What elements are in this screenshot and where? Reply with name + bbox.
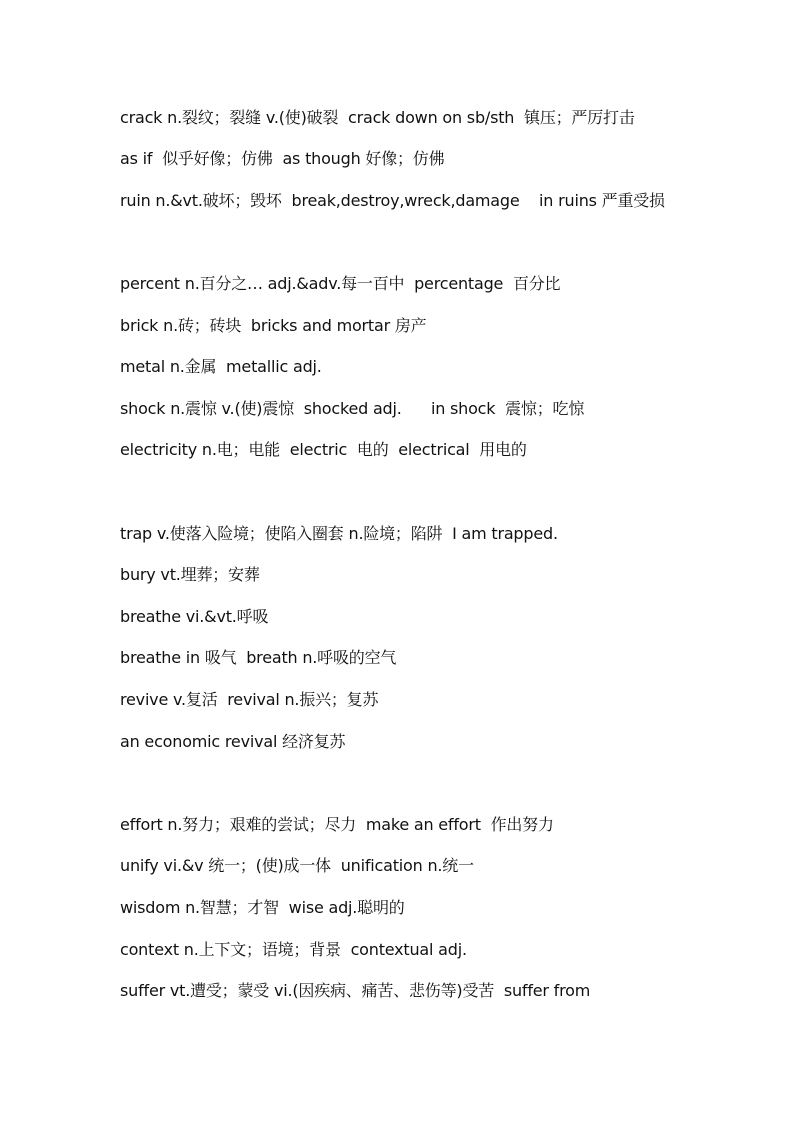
vocab-line-suffer: suffer vt.遭受；蒙受 vi.(因疾病、痛苦、悲伤等)受苦 suffer from xyxy=(120,981,591,1000)
vocab-line-breathe-in: breathe in 吸气 breath n.呼吸的空气 xyxy=(120,648,397,667)
vocab-line-electricity: electricity n.电；电能 electric 电的 electrical 用电的 xyxy=(120,440,527,459)
vocab-line-crack: crack n.裂纹；裂缝 v.(使)破裂 crack down on sb/sth 镇压；严厉打击 xyxy=(120,108,635,127)
vocab-line-economic-revival: an economic revival 经济复苏 xyxy=(120,732,346,751)
vocab-line-unify: unify vi.&v 统一；(使)成一体 unification n.统一 xyxy=(120,856,474,875)
vocab-line-context: context n.上下文；语境；背景 contextual adj. xyxy=(120,940,467,959)
vocab-line-ruin: ruin n.&vt.破坏；毁坏 break,destroy,wreck,damage in ruins 严重受损 xyxy=(120,191,665,210)
vocab-line-breathe: breathe vi.&vt.呼吸 xyxy=(120,607,269,626)
vocab-line-effort: effort n.努力；艰难的尝试；尽力 make an effort 作出努力 xyxy=(120,815,554,834)
vocab-line-as-if: as if 似乎好像；仿佛 as though 好像；仿佛 xyxy=(120,149,445,168)
vocab-line-percent: percent n.百分之… adj.&adv.每一百中 percentage 百分比 xyxy=(120,274,561,293)
vocab-line-trap: trap v.使落入险境；使陷入圈套 n.险境；陷阱 I am trapped. xyxy=(120,524,558,543)
vocab-line-wisdom: wisdom n.智慧；才智 wise adj.聪明的 xyxy=(120,898,405,917)
vocab-line-revive: revive v.复活 revival n.振兴；复苏 xyxy=(120,690,379,709)
vocab-line-bury: bury vt.埋葬；安葬 xyxy=(120,565,260,584)
vocab-line-shock: shock n.震惊 v.(使)震惊 shocked adj. in shock 震惊；吃惊 xyxy=(120,399,585,418)
vocab-line-metal: metal n.金属 metallic adj. xyxy=(120,357,322,376)
vocab-line-brick: brick n.砖；砖块 bricks and mortar 房产 xyxy=(120,316,427,335)
